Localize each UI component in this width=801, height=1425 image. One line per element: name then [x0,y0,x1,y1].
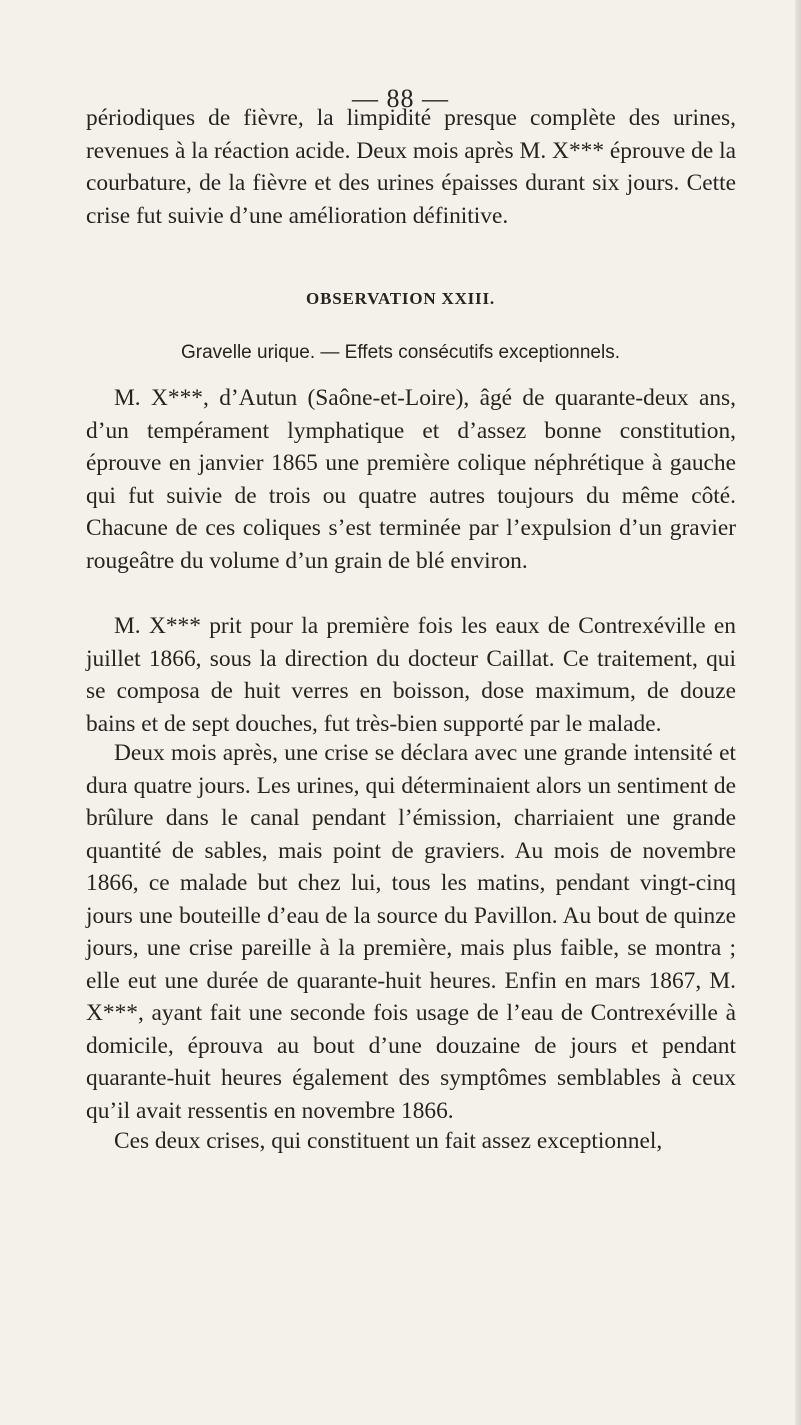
paragraph-patient-history: M. X***, d’Autun (Saône-et-Loire), âgé de quarante-deux ans, d’un tempérament lymphatique et d’assez bonne constitution, éprouve en janvier 1865 une première colique néphrétique à gauche qui fut suivie de trois ou quatre autres toujours du même côté. Chacune de ces coliques s’est terminée par l’expulsion d’un gravier rougeâtre du volume d’un grain de blé environ. [86,385,736,574]
page-number: — 88 — [352,84,449,113]
intro-paragraph: périodiques de fièvre, la limpidité presque complète des urines, revenues à la réaction acide. Deux mois après M. X*** éprouve de la courbature, de la fièvre et des urines épaisses durant six jours. Cette crise fut suivie d’une amélioration définitive. [86,105,736,229]
paragraph-conclusion-start: Ces deux crises, qui constituent un fait assez exceptionnel, [114,1128,663,1154]
paragraph-first-treatment: M. X*** prit pour la première fois les eaux de Contrexéville en juillet 1866, sous la direction du docteur Caillat. Ce traitement, qui se composa de huit verres en boisson, dose maximum, de douze bains et de sept douches, fut très-bien supporté par le malade. [86,613,736,737]
page-edge [795,0,801,1425]
observation-title: OBSERVATION XXIII. [306,289,495,308]
paragraph-subsequent-crises: Deux mois après, une crise se déclara avec une grande intensité et dura quatre jours. Les urines, qui déterminaient alors un sentiment de brûlure dans le canal pendant l’émission, charriaient une grande quantité de sables, mais point de graviers. Au mois de novembre 1866, ce malade but chez lui, tous les matins, pendant vingt-cinq jours une bouteille d’eau de la source du Pavillon. Au bout de quinze jours, une crise pareille à la première, mais plus faible, se montra ; elle eut une durée de quarante-huit heures. Enfin en mars 1867, M. X***, ayant fait une seconde fois usage de l’eau de Contrexéville à domicile, éprouva au bout d’une douzaine de jours et pendant quarante-huit heures également des symptômes semblables à ceux qu’il avait ressentis en novembre 1866. [86,740,736,1124]
observation-subtitle: Gravelle urique. — Effets consécutifs exceptionnels. [181,342,620,363]
